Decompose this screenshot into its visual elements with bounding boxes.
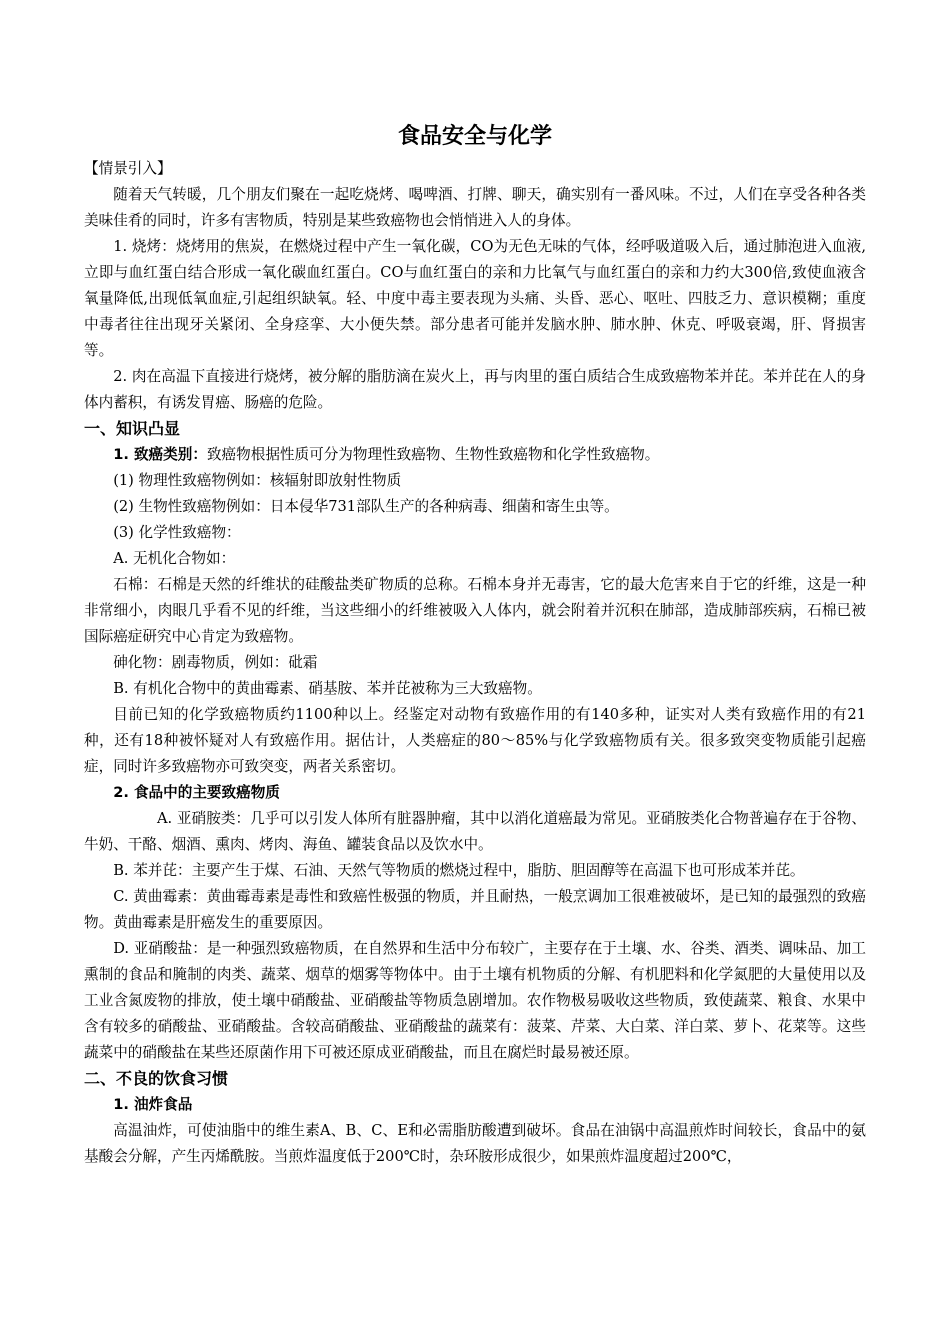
page-title: 食品安全与化学 xyxy=(397,124,552,149)
fried-food-paragraph: 高温油炸，可使油脂中的维生素A、B、C、E和必需脂肪酸遭到破坏。食品在油锅中高温煎炸时间较长，食品中的氨基酸会分解，产生丙烯酰胺。当煎炸温度低于200℃时，杂环胺形成很少，如果煎炸温度超过200℃， xyxy=(84,1122,866,1165)
aflatoxin-paragraph: C. 黄曲霉素：黄曲霉毒素是毒性和致癌性极强的物质，并且耐热，一般烹调加工很难被破坏，是已知的最强烈的致癌物。黄曲霉素是肝癌发生的重要原因。 xyxy=(84,888,866,931)
intro-paragraph-benzopyrene: 2. 肉在高温下直接进行烧烤，被分解的脂肪滴在炭火上，再与肉里的蛋白质结合生成致癌物苯并芘。苯并芘在人的身体内蓄积，有诱发胃癌、肠癌的危险。 xyxy=(84,368,866,411)
fried-food-label: 1. 油炸食品 xyxy=(113,1096,193,1113)
carcinogen-categories xyxy=(84,442,866,468)
document-page xyxy=(84,118,866,1170)
carcinogen-categories-text: 致癌物根据性质可分为物理性致癌物、生物性致癌物和化学性致癌物。 xyxy=(206,446,660,463)
biological-carcinogen: (2) 生物性致癌物例如：日本侵华731部队生产的各种病毒、细菌和寄生虫等。 xyxy=(113,498,619,515)
chemical-carcinogen: (3) 化学性致癌物： xyxy=(113,524,241,541)
benzopyrene-paragraph: B. 苯并芘：主要产生于煤、石油、天然气等物质的燃烧过程中，脂肪、胆固醇等在高温下也可形成苯并芘。 xyxy=(113,862,805,879)
food-carcinogens-label: 2. 食品中的主要致癌物质 xyxy=(113,784,280,801)
nitrosamine-paragraph: A. 亚硝胺类：几乎可以引发人体所有脏器肿瘤，其中以消化道癌最为常见。亚硝胺类化合物普遍存在于谷物、牛奶、干酪、烟酒、熏肉、烤肉、海鱼、罐装食品以及饮水中。 xyxy=(84,810,866,853)
nitrite-paragraph: D. 亚硝酸盐：是一种强烈致癌物质，在自然界和生活中分布较广，主要存在于土壤、水、谷类、酒类、调味品、加工熏制的食品和腌制的肉类、蔬菜、烟草的烟雾等物体中。由于土壤有机物质的分解、有机肥料和化学氮肥的大量使用以及工业含氮废物的排放，使土壤中硝酸盐、亚硝酸盐等物质急剧增加。农作物极易吸收这些物质，致使蔬菜、粮食、水果中含有较多的硝酸盐、亚硝酸盐。含较高硝酸盐、亚硝酸盐的蔬菜有：菠菜、芹菜、大白菜、洋白菜、萝卜、花菜等。这些蔬菜中的硝酸盐在某些还原菌作用下可被还原成亚硝酸盐，而且在腐烂时最易被还原。 xyxy=(84,940,866,1061)
physical-carcinogen: (1) 物理性致癌物例如：核辐射即放射性物质 xyxy=(113,472,402,489)
organic-compounds: B. 有机化合物中的黄曲霉素、硝基胺、苯并芘被称为三大致癌物。 xyxy=(113,680,542,697)
section-heading-bad-habits: 二、不良的饮食习惯 xyxy=(84,1069,229,1088)
section-heading-knowledge: 一、知识凸显 xyxy=(84,419,181,438)
arsenic-paragraph: 砷化物：剧毒物质，例如：砒霜 xyxy=(113,654,318,671)
asbestos-paragraph: 石棉：石棉是天然的纤维状的硅酸盐类矿物质的总称。石棉本身并无毒害，它的最大危害来自于它的纤维，这是一种非常细小，肉眼几乎看不见的纤维，当这些细小的纤维被吸入人体内，就会附着并沉积在肺部，造成肺部疾病，石棉已被国际癌症研究中心肯定为致癌物。 xyxy=(84,576,866,645)
fried-food-heading xyxy=(84,1092,866,1118)
food-carcinogens-heading xyxy=(84,780,866,806)
inorganic-compounds: A. 无机化合物如： xyxy=(113,550,236,567)
intro-paragraph-1: 随着天气转暖，几个朋友们聚在一起吃烧烤、喝啤酒、打牌、聊天，确实别有一番风味。不过，人们在享受各种各类美味佳肴的同时，许多有害物质，特别是某些致癌物也会悄悄进入人的身体。 xyxy=(84,186,866,229)
intro-heading: 【情景引入】 xyxy=(84,160,172,177)
carcinogen-categories-label: 1. 致癌类别： xyxy=(113,446,207,463)
intro-paragraph-barbecue: 1. 烧烤：烧烤用的焦炭，在燃烧过程中产生一氧化碳，CO为无色无味的气体，经呼吸道吸入后，通过肺泡进入血液,立即与血红蛋白结合形成一氧化碳血红蛋白。CO与血红蛋白的亲和力比氧气与血红蛋白的亲和力约大300倍,致使血液含氧量降低,出现低氧血症,引起组织缺氧。轻、中度中毒主要表现为头痛、头昏、恶心、呕吐、四肢乏力、意识模糊；重度中毒者往往出现牙关紧闭、全身痉挛、大小便失禁。部分患者可能并发脑水肿、肺水肿、休克、呼吸衰竭，肝、肾损害等。 xyxy=(84,238,866,359)
chemical-carcinogen-stats: 目前已知的化学致癌物质约1100种以上。经鉴定对动物有致癌作用的有140多种，证实对人类有致癌作用的有21种，还有18种被怀疑对人有致癌作用。据估计，人类癌症的80～85%与化学致癌物质有关。很多致突变物质能引起癌症，同时许多致癌物亦可致突变，两者关系密切。 xyxy=(84,706,866,775)
